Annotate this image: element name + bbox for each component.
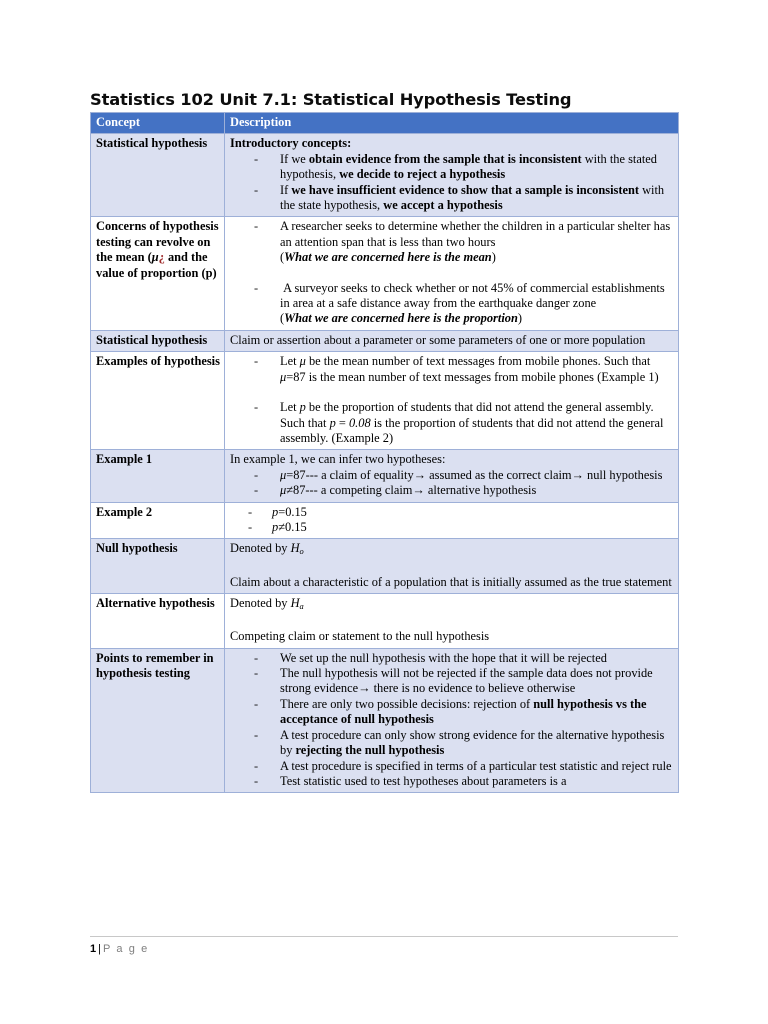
list-item: - p≠0.15 — [248, 520, 674, 535]
description-cell — [225, 450, 679, 502]
missing-glyph: ¿ — [158, 250, 165, 265]
bullet-list — [230, 651, 674, 790]
list-item: - Let p be the proportion of students that did not attend the general assembly. Such that p = 0.08 is the proportion of students that did not attend the general assembly. (Example 2) — [254, 400, 674, 446]
table-row — [91, 217, 679, 330]
description-cell — [225, 594, 679, 649]
hypothesis-symbol: H — [290, 596, 300, 610]
description-cell — [225, 352, 679, 450]
description-cell — [225, 502, 679, 539]
concept-label: Statistical hypothesis — [91, 134, 225, 217]
table-row — [91, 352, 679, 450]
description-cell — [225, 539, 679, 594]
description-text: Competing claim or statement to the null hypothesis — [230, 629, 490, 644]
list-item: - μ=87--- a claim of equality→ assumed as the correct claim→ null hypothesis — [254, 468, 674, 483]
concept-label: Points to remember in hypothesis testing — [91, 648, 225, 793]
paragraph-spacer — [230, 560, 674, 575]
list-item: - A surveyor seeks to check whether or not 45% of commercial establishments in area at a safe distance away from the earthquake danger zone (What we are concerned here is the proportion) — [254, 281, 674, 327]
concept-label: Statistical hypothesis — [91, 330, 225, 351]
intro-lead-text: In example 1, we can infer two hypotheses: — [230, 452, 446, 467]
concept-description-table — [90, 112, 679, 793]
concept-label: Alternative hypothesis — [91, 594, 225, 649]
footer-separator: | — [98, 943, 101, 955]
description-cell — [225, 648, 679, 793]
table-row — [91, 648, 679, 793]
concept-label: Example 1 — [91, 450, 225, 502]
paragraph-spacer — [230, 614, 674, 629]
denoted-label: Denoted by — [230, 596, 288, 610]
bullet-list — [230, 505, 674, 536]
description-cell — [225, 217, 679, 330]
column-header-description: Description — [225, 113, 679, 134]
description-cell — [225, 134, 679, 217]
list-item: - If we obtain evidence from the sample that is inconsistent with the stated hypothesis, we decide to reject a hypothesis — [254, 152, 674, 183]
concept-label: Examples of hypothesis — [91, 352, 225, 450]
list-item: - We set up the null hypothesis with the hope that it will be rejected — [254, 651, 674, 666]
list-item: - Let μ be the mean number of text messages from mobile phones. Such that μ=87 is the mean number of text messages from mobile phones (Example 1) — [254, 354, 674, 385]
paren-note: What we are concerned here is the proportion — [284, 311, 518, 326]
list-item: - A test procedure is specified in terms of a particular test statistic and reject rule — [254, 759, 674, 774]
table-header — [91, 113, 679, 134]
list-item: - A researcher seeks to determine whether the children in a particular shelter has an attention span that is less than two hours (What we are concerned here is the mean) — [254, 219, 674, 265]
list-item: - A test procedure can only show strong evidence for the alternative hypothesis by rejecting the null hypothesis — [254, 728, 674, 759]
bullet-list — [230, 219, 674, 326]
hypothesis-subscript: a — [299, 600, 304, 611]
table-row — [91, 539, 679, 594]
list-item: - There are only two possible decisions: rejection of null hypothesis vs the acceptance of null hypothesis — [254, 697, 674, 728]
intro-lead-text: Introductory concepts: — [230, 136, 352, 151]
concept-label: Example 2 — [91, 502, 225, 539]
paren-note: What we are concerned here is the mean — [284, 250, 492, 265]
table-body — [91, 134, 679, 793]
bullet-list — [230, 468, 674, 499]
table-row — [91, 502, 679, 539]
concept-label: Null hypothesis — [91, 539, 225, 594]
concept-label: Concerns of hypothesis testing can revolve on the mean (μ¿ and the value of proportion (p) — [91, 217, 225, 330]
footer-page-number: 1 — [90, 943, 97, 955]
list-item: - If we have insufficient evidence to show that a sample is inconsistent with the state hypothesis, we accept a hypothesis — [254, 183, 674, 214]
footer-divider — [90, 936, 678, 937]
list-item: - p=0.15 — [248, 505, 674, 520]
hypothesis-subscript: o — [299, 546, 304, 557]
table-header-row — [91, 113, 679, 134]
table-row — [91, 594, 679, 649]
description-cell: Claim or assertion about a parameter or some parameters of one or more population — [225, 330, 679, 351]
page-title: Statistics 102 Unit 7.1: Statistical Hypothesis Testing — [90, 90, 572, 109]
table-row — [91, 134, 679, 217]
list-item: - Test statistic used to test hypotheses about parameters is a — [254, 774, 674, 789]
bullet-list — [230, 152, 674, 214]
list-item: - The null hypothesis will not be rejected if the sample data does not provide strong evidence→ there is no evidence to believe otherwise — [254, 666, 674, 697]
page-footer — [90, 943, 149, 955]
hypothesis-symbol: H — [290, 541, 300, 556]
table-row — [91, 330, 679, 351]
list-item: - μ≠87--- a competing claim→ alternative hypothesis — [254, 483, 674, 498]
table-row — [91, 450, 679, 502]
footer-page-label: P a g e — [102, 943, 149, 955]
denoted-label: Denoted by — [230, 541, 288, 556]
column-header-concept: Concept — [91, 113, 225, 134]
bullet-list — [230, 354, 674, 446]
description-text: Claim about a characteristic of a population that is initially assumed as the true statement — [230, 574, 672, 589]
